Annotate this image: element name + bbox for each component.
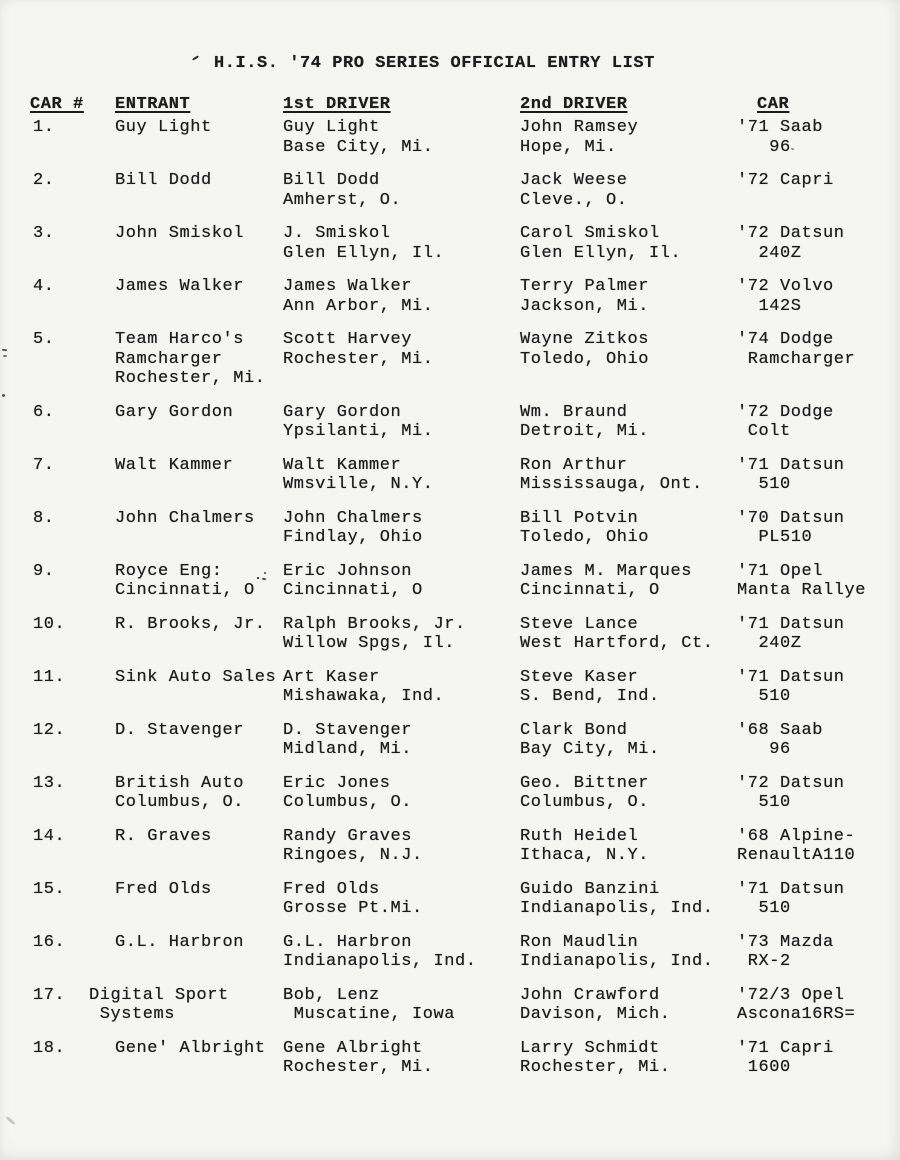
cell-line: Colt [737,422,791,441]
cell-line: 142S [737,296,802,316]
cell-line: 510 [737,793,791,812]
first-driver-cell [283,509,520,548]
cell-line: Ypsilanti, Mi. [283,422,434,441]
table-row [30,1039,900,1078]
cell-line: 96 [737,740,791,759]
cell-line: D. Stavenger [283,720,413,740]
first-driver-cell [283,330,520,389]
car-cell [737,118,900,157]
cell-line: Steve Kaser [520,667,639,687]
car-cell [737,562,900,601]
cell-line: Willow Spgs, Il. [283,634,456,653]
column-header-car: CAR [757,95,790,114]
cell-line: '72/3 Opel [737,985,845,1005]
first-driver-cell [283,562,520,601]
cell-line: Manta Rallye [737,581,867,600]
table-row [30,562,900,601]
cell-line: '72 Datsun [737,773,845,793]
second-driver-cell [520,330,737,389]
cell-line: Findlay, Ohio [283,528,423,547]
table-row [30,118,900,157]
column-header-car-number: CAR # [30,95,84,114]
second-driver-cell [520,721,737,760]
entrant-cell [89,986,283,1025]
second-driver-cell [520,171,737,210]
cell-line: Bill Dodd [115,171,212,190]
cell-line: R. Graves [115,826,212,846]
second-driver-cell [520,986,737,1025]
cell-line: Rochester, Mi. [283,349,434,369]
cell-line: Bill Potvin [520,508,639,528]
cell-line: PL510 [737,528,813,547]
page-title: H.I.S. '74 PRO SERIES OFFICIAL ENTRY LIST [214,54,655,73]
cell-line: Terry Palmer [520,277,650,296]
cell-line: Randy Graves [283,826,413,846]
cell-line: Bill Dodd [283,171,380,190]
cell-line: Indianapolis, Ind. [520,899,714,918]
car-number-cell: 12. [33,720,66,740]
scan-speck [2,394,5,397]
table-row [30,721,900,760]
entrant-cell [115,562,283,601]
cell-line: G.L. Harbron [283,932,413,952]
cell-line: John Chalmers [115,508,255,528]
cell-line: Ann Arbor, Mi. [283,296,434,316]
car-cell [737,668,900,707]
second-driver-cell [520,118,737,157]
cell-line: Wm. Braund [520,402,628,422]
cell-line: Bay City, Mi. [520,740,660,759]
cell-line: Columbus, O. [115,793,245,812]
cell-line: Guy Light [115,118,212,137]
cell-line: RX-2 [737,952,791,971]
car-number-cell: 17. [33,985,66,1005]
table-row [30,330,900,389]
cell-line: Bob, Lenz [283,985,380,1005]
table-row [30,986,900,1025]
entrant-cell [115,880,283,919]
cell-line: Detroit, Mi. [520,422,650,441]
cell-line: '71 Saab [737,118,824,137]
cell-line: Sink Auto Sales [115,667,277,687]
car-number-cell: 18. [33,1038,66,1058]
entry-rows [30,118,900,1092]
car-number-cell: 1. [33,118,55,137]
car-cell [737,721,900,760]
cell-line: Rochester, Mi. [520,1058,671,1077]
cell-line: Columbus, O. [283,793,413,812]
cell-line: Ron Maudlin [520,932,639,952]
car-number-cell: 7. [33,455,55,475]
second-driver-cell [520,277,737,316]
first-driver-cell [283,986,520,1025]
cell-line: 510 [737,687,791,706]
cell-line: Grosse Pt.Mi. [283,899,423,918]
cell-line: Toledo, Ohio [520,349,650,369]
cell-line: Glen Ellyn, Il. [520,243,682,263]
cell-line: Scott Harvey [283,330,413,349]
car-number-cell: 5. [33,330,55,349]
first-driver-cell [283,224,520,263]
entrant-cell [115,721,283,760]
cell-line: Art Kaser [283,667,380,687]
cell-line: Gene' Albright [115,1038,266,1058]
second-driver-cell [520,456,737,495]
entrant-cell [115,615,283,654]
car-number-cell: 13. [33,773,66,793]
cell-line: Larry Schmidt [520,1038,660,1058]
car-cell [737,277,900,316]
cell-line: Indianapolis, Ind. [520,952,714,971]
cell-line: 240Z [737,634,802,653]
cell-line: '71 Opel [737,561,824,581]
table-row [30,456,900,495]
cell-line: '71 Capri [737,1038,834,1058]
cell-line: Fred Olds [115,879,212,899]
table-row [30,668,900,707]
cell-line: 96 [737,137,791,157]
cell-line: Rochester, Mi. [283,1058,434,1077]
cell-line: Walt Kammer [115,455,234,475]
first-driver-cell [283,668,520,707]
car-cell [737,330,900,389]
cell-line: RenaultA110 [737,846,856,865]
second-driver-cell [520,668,737,707]
car-cell [737,403,900,442]
entrant-cell [115,827,283,866]
cell-line: James Walker [283,277,413,296]
cell-line: Jackson, Mi. [520,296,650,316]
cell-line: Guy Light [283,118,380,137]
cell-line: Ascona16RS= [737,1005,856,1024]
table-row [30,509,900,548]
cell-line: Cincinnati, O [520,581,660,600]
second-driver-cell [520,509,737,548]
entrant-cell [115,171,283,210]
car-cell [737,880,900,919]
entrant-cell [115,933,283,972]
cell-line: '72 Volvo [737,277,834,296]
car-number-cell: 2. [33,171,55,190]
cell-line: 1600 [737,1058,791,1077]
cell-line: Geo. Bittner [520,773,650,793]
cell-line: '68 Saab [737,720,824,740]
scan-speck [2,349,7,352]
car-cell [737,171,900,210]
cell-line: Ramcharger [737,349,856,369]
first-driver-cell [283,933,520,972]
car-number-cell: 6. [33,402,55,422]
cell-line: Ralph Brooks, Jr. [283,614,466,634]
cell-line: Clark Bond [520,720,628,740]
cell-line: Base City, Mi. [283,137,434,157]
scan-speck [3,355,7,357]
cell-line: Wayne Zitkos [520,330,650,349]
car-cell [737,1039,900,1078]
scan-speck [257,577,259,579]
car-cell [737,456,900,495]
cell-line: Davison, Mich. [520,1005,671,1024]
first-driver-cell [283,827,520,866]
cell-line: G.L. Harbron [115,932,245,952]
cell-line: Fred Olds [283,879,380,899]
table-row [30,615,900,654]
car-number-cell: 10. [33,614,66,634]
column-header-second-driver: 2nd DRIVER [520,95,628,114]
car-cell [737,986,900,1025]
cell-line: Jack Weese [520,171,628,190]
first-driver-cell [283,403,520,442]
first-driver-cell [283,118,520,157]
cell-line: Digital Sport [89,985,229,1005]
car-number-cell: 8. [33,508,55,528]
car-number-cell: 15. [33,879,66,899]
second-driver-cell [520,615,737,654]
table-row [30,277,900,316]
cell-line: Amherst, O. [283,190,402,210]
cell-line: Walt Kammer [283,455,402,475]
table-row [30,403,900,442]
car-cell [737,933,900,972]
cell-line: Muscatine, Iowa [283,1005,456,1024]
cell-line: Gary Gordon [283,402,402,422]
cell-line: Cincinnati, O [115,581,255,600]
scan-speck [264,572,266,574]
cell-line: '72 Dodge [737,402,834,422]
cell-line: Indianapolis, Ind. [283,952,477,971]
cell-line: '70 Datsun [737,508,845,528]
entrant-cell [115,330,283,389]
cell-line: S. Bend, Ind. [520,687,660,706]
cell-line: 240Z [737,243,802,263]
cell-line: Cleve., O. [520,190,628,210]
cell-line: John Crawford [520,985,660,1005]
table-row [30,171,900,210]
cell-line: James M. Marques [520,561,693,581]
cell-line: Hope, Mi. [520,137,617,157]
cell-line: Cincinnati, O [283,581,423,600]
cell-line: Midland, Mi. [283,740,413,759]
car-number-cell: 9. [33,561,55,581]
second-driver-cell [520,403,737,442]
cell-line: '72 Capri [737,171,834,190]
cell-line: John Chalmers [283,508,423,528]
cell-line: John Ramsey [520,118,639,137]
table-header-row [30,95,900,115]
cell-line: Eric Johnson [283,561,413,581]
table-row [30,933,900,972]
first-driver-cell [283,1039,520,1078]
cell-line: Toledo, Ohio [520,528,650,547]
entrant-cell [115,118,283,157]
second-driver-cell [520,827,737,866]
table-row [30,827,900,866]
cell-line: J. Smiskol [283,224,391,243]
entrant-cell [115,1039,283,1078]
cell-line: '71 Datsun [737,614,845,634]
car-cell [737,509,900,548]
table-row [30,224,900,263]
second-driver-cell [520,1039,737,1078]
second-driver-cell [520,224,737,263]
entrant-cell [115,277,283,316]
cell-line: Ithaca, N.Y. [520,846,650,865]
cell-line: Rochester, Mi. [115,369,266,388]
cell-line: D. Stavenger [115,720,245,740]
car-cell [737,615,900,654]
scan-smudge [5,1116,15,1125]
entrant-cell [115,668,283,707]
car-number-cell: 4. [33,277,55,296]
car-number-cell: 16. [33,932,66,952]
cell-line: 510 [737,475,791,494]
car-cell [737,827,900,866]
cell-line: Mississauga, Ont. [520,475,703,494]
cell-line: R. Brooks, Jr. [115,614,266,634]
cell-line: Gene Albright [283,1038,423,1058]
cell-line: Ruth Heidel [520,826,639,846]
table-row [30,880,900,919]
cell-line: Ramcharger [115,349,223,369]
cell-line: Eric Jones [283,773,391,793]
entrant-cell [115,509,283,548]
cell-line: Ron Arthur [520,455,628,475]
first-driver-cell [283,880,520,919]
cell-line: '71 Datsun [737,667,845,687]
second-driver-cell [520,933,737,972]
second-driver-cell [520,562,737,601]
cell-line: John Smiskol [115,224,245,243]
first-driver-cell [283,615,520,654]
second-driver-cell [520,880,737,919]
cell-line: Glen Ellyn, Il. [283,243,445,263]
first-driver-cell [283,171,520,210]
cell-line: Systems [89,1005,176,1024]
cell-line: West Hartford, Ct. [520,634,714,653]
second-driver-cell [520,774,737,813]
first-driver-cell [283,774,520,813]
cell-line: Mishawaka, Ind. [283,687,445,706]
column-header-first-driver: 1st DRIVER [283,95,391,114]
cell-line: '74 Dodge [737,330,834,349]
cell-line: '71 Datsun [737,455,845,475]
cell-line: Steve Lance [520,614,639,634]
cell-line: James Walker [115,277,245,296]
cell-line: Team Harco's [115,330,245,349]
table-row [30,774,900,813]
cell-line: Carol Smiskol [520,224,660,243]
car-cell [737,224,900,263]
car-cell [737,774,900,813]
cell-line: Columbus, O. [520,793,650,812]
car-number-cell: 14. [33,826,66,846]
cell-line: '72 Datsun [737,224,845,243]
cell-line: Wmsville, N.Y. [283,475,434,494]
car-number-cell: 3. [33,224,55,243]
entrant-cell [115,403,283,442]
entrant-cell [115,456,283,495]
first-driver-cell [283,456,520,495]
cell-line: Ringoes, N.J. [283,846,423,865]
cell-line: British Auto [115,773,245,793]
first-driver-cell [283,277,520,316]
cell-line: Royce Eng: [115,561,223,581]
cell-line: '68 Alpine- [737,826,856,846]
cell-line: 510 [737,899,791,918]
cell-line: '73 Mazda [737,932,834,952]
cell-line: Guido Banzini [520,879,660,899]
column-header-entrant: ENTRANT [115,95,191,114]
car-number-cell: 11. [33,667,66,687]
entrant-cell [115,224,283,263]
first-driver-cell [283,721,520,760]
scan-speck [192,55,199,60]
entrant-cell [115,774,283,813]
cell-line: Gary Gordon [115,402,234,422]
cell-line: '71 Datsun [737,879,845,899]
